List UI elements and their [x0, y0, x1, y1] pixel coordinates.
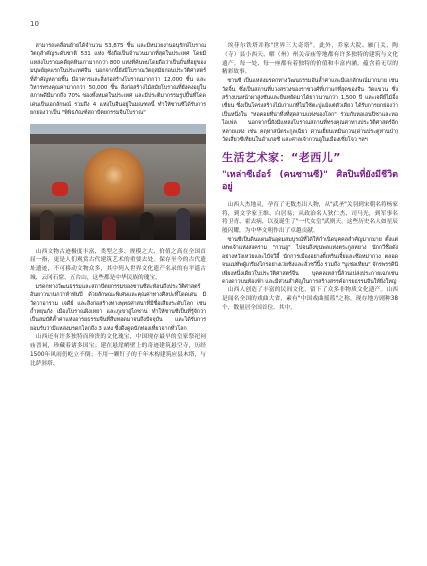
left-paragraph-cn-4: 山西还有许多独特而珍贵的文化瑰宝，中国现存最早的皇家祭祀祠庙晋祠，珍藏着诸多国宝；建在悬崖峭壁上的奇迹建筑悬空寺，历经1500年风雨仍屹立不倒；不用一颗钉子的千年木构建筑应县木塔，与比萨斜塔、 — [30, 334, 206, 367]
statue-face — [103, 164, 125, 186]
red-lantern — [164, 182, 180, 196]
red-lantern — [52, 182, 68, 196]
right-paragraph-cn-1: 埃菲尔铁塔并称"世界三大奇塔"。此外，乔家大院、雁门关、陶（寺）县小西天、解（州）州关帝庙等地都有许多独特的建筑与文化遗产。每一处、每一座都有着独特的价值和丰富内涵，蕴含着无尽的精彩故事。 — [222, 43, 398, 76]
right-paragraph-thai-2: ซานซี เป็นแหล่งมรดกทางวัฒนธรรมอันล้ำค่าและมีเอกลักษณ์มากมาย เช่น วัดจิ้น ซึ่งเป็นสถานที่บวงสรวงของราชวงศ์ที่เก่าแก่ที่สุดของจีน วัดแขวน ซึ่งสร้างบนหน้าผาสูงชันและยืนหยัดมาได้ยาวนานกว่า 1,500 ปี และเจดีย์ไม้อิ้งเซี่ยน ซึ่งเป็นโครงสร้างไม้เก่าแก่ที่ไม่ใช้ตะปูแม้แต่ตัวเดียว ได้รับการยกย่องว่าเป็นหนึ่งใน "หอคอยที่น่าทึ่งที่สุดสามแห่งของโลก" ร่วมกับหอเอนปิซาและหอไอเฟล นอกจากนี้ยังมีแหล่งโบราณสถานที่ทรงคุณค่าทางประวัติศาสตร์อีกหลายแห่ง เช่น คฤหาสน์ตระกูลเฉียว ด่านเยี่ยนเหมินกวน(ด่านประตูห่านป่า) วัดเสี่ยวซีเทียนในอำเภอซี และศาลเจ้ากวนอูในเมืองเซี่ยโจว ฯลฯ — [222, 78, 398, 144]
visitor — [140, 212, 154, 240]
left-paragraph-cn-2: 山西文物古迹极度丰富，类型之多、规模之大、价值之高在全国首屈一指，更是人们观赏古代建筑艺术的重要去处。保存至今的古代遗址遗迹，不可移动文物众多，其中列入世界文化遗产名录的有平遥古城、云冈石窟、五台山，这些都是中华民族的瑰宝。 — [30, 248, 206, 282]
right-paragraph-thai-4: ซานซีเป็นดินแดนอันอุดมสมบูรณ์ที่ได้ให้กำเนิดบุคคลสำคัญมากมาย ตั้งแต่เทพเจ้าแห่งสงคราม "กวนอู" ไปจนถึงขุนพลแห่งตระกูลหยาง นักกวีชื่อดังอย่างหวังเหว่ยและไป๋จวีอี้ นักการเมืองอย่างตี๋เหรินเจี๋ยและซือหม่ากวง ตลอดจนแม่ทัพผู้เกรียงไกรอย่างเว่ยชิงและฮั่วชวี่ปิ้ง รวมถึง "บูเช่อเทียน" จักรพรรดินีเพียงหนึ่งเดียวในประวัติศาสตร์จีน บุคคลเหล่านี้ล้วนเปล่งประกายเฉกเช่นดวงดาวบนท้องฟ้า และมีส่วนสำคัญในการสร้างสรรค์อารยธรรมจีนให้ยิ่งใหญ่ — [222, 237, 398, 286]
section-heading-chinese: 生活艺术家：“老西儿” — [222, 151, 341, 165]
right-paragraph-cn-3: 山西人杰地灵，孕育了无数杰出人物，从"武圣"关羽到宋朝名将杨家将，到文学家王维、白居易；从政治名人狄仁杰、司马光，到军事名将卫青、霍去病，以及诞生了"一代女皇"武则天。这些历史名人如星辰般闪耀，为中华文明作出了卓越贡献。 — [222, 201, 398, 235]
temple-festival-photo — [30, 124, 206, 240]
page-number: 10 — [30, 20, 39, 28]
section-heading-thai: "เหล่าซีเอ๋อร์ (คนซานซี)" ศิลปินที่ยังมีชีวิตอยู่ — [222, 169, 398, 192]
right-column — [222, 42, 398, 313]
left-column — [30, 42, 206, 368]
visitor — [70, 214, 84, 240]
left-paragraph-thai-1: สามารถเคลื่อนย้ายได้จำนวน 53,875 ชิ้น และมีหน่วยงานอนุรักษ์โบราณวัตถุสำคัญระดับชาติ 531 แห่ง ซึ่งถือเป็นจำนวนมากที่สุดในประเทศ โดยมีแหล่งโบราณคดียุคหินเก่ามากกว่า 800 แห่งที่ค้นพบโดยถือว่าเป็นถิ่นที่อยู่ของมนุษย์ยุคแรกในประเทศจีน นอกจากนี้ยังมีโบราณวัตถุสมัยก่อนประวัติศาสตร์ที่สำคัญหลายชิ้น มีอาคารและสิ่งก่อสร้างโบราณมากกว่า 12,000 ชิ้น และวิหารทรงคุณค่ามากกว่า 50,000 ชิ้น สิ่งก่อสร้างไม้สมัยโบราณที่ยังคงอยู่ในสภาพดีมีมากถึง 70% ของทั้งหมดในประเทศ และมีประติมากรรมรูปปั้นที่โดดเด่นเป็นเอกลักษณ์ รวมถึง 4 แห่งในจีนอยู่ในมณฑลนี้ ทำให้ซานซีได้รับการยกย่องว่าเป็น "พิพิธภัณฑ์สถาปัตยกรรมจีนโบราณ" — [30, 43, 206, 117]
visitor — [102, 216, 116, 240]
visitor — [40, 210, 54, 240]
right-paragraph-cn-5: 山西人创造了丰富的民间文化，留下了众多非物质文化遗产。山西是闻名全国的戏曲大省，素有"中国戏曲摇篮"之称。现存地方剧种38个，数量居全国首位。其中， — [222, 287, 398, 312]
left-paragraph-thai-3: มรดกทางวัฒนธรรมและสถาปัตยกรรมของซานซีสะท้อนถึงประวัติศาสตร์อันยาวนานกว่าห้าพันปี ด้วยลักษณะพิเศษและคุณค่าทางศิลปะที่โดดเด่น มีวัดวาอาราม เจดีย์ และสิ่งก่อสร้างทางพุทธศาสนาที่มีชื่อเสียงระดับโลก เช่น ถ้ำหยุนกัง เมืองโบราณผิงเหยา และภูเขาอู่ไถซาน ทำให้ซานซีเป็นที่รู้จักว่าเป็นสมบัติล้ำค่าแห่งอารยธรรมจีนที่สืบทอดมาจนถึงปัจจุบัน และได้รับการยอมรับว่ามีแหล่งมรดกโลกถึง 3 แห่ง ซึ่งดึงดูดนักท่องเที่ยวจากทั่วโลก — [30, 283, 206, 332]
visitor — [176, 208, 190, 240]
